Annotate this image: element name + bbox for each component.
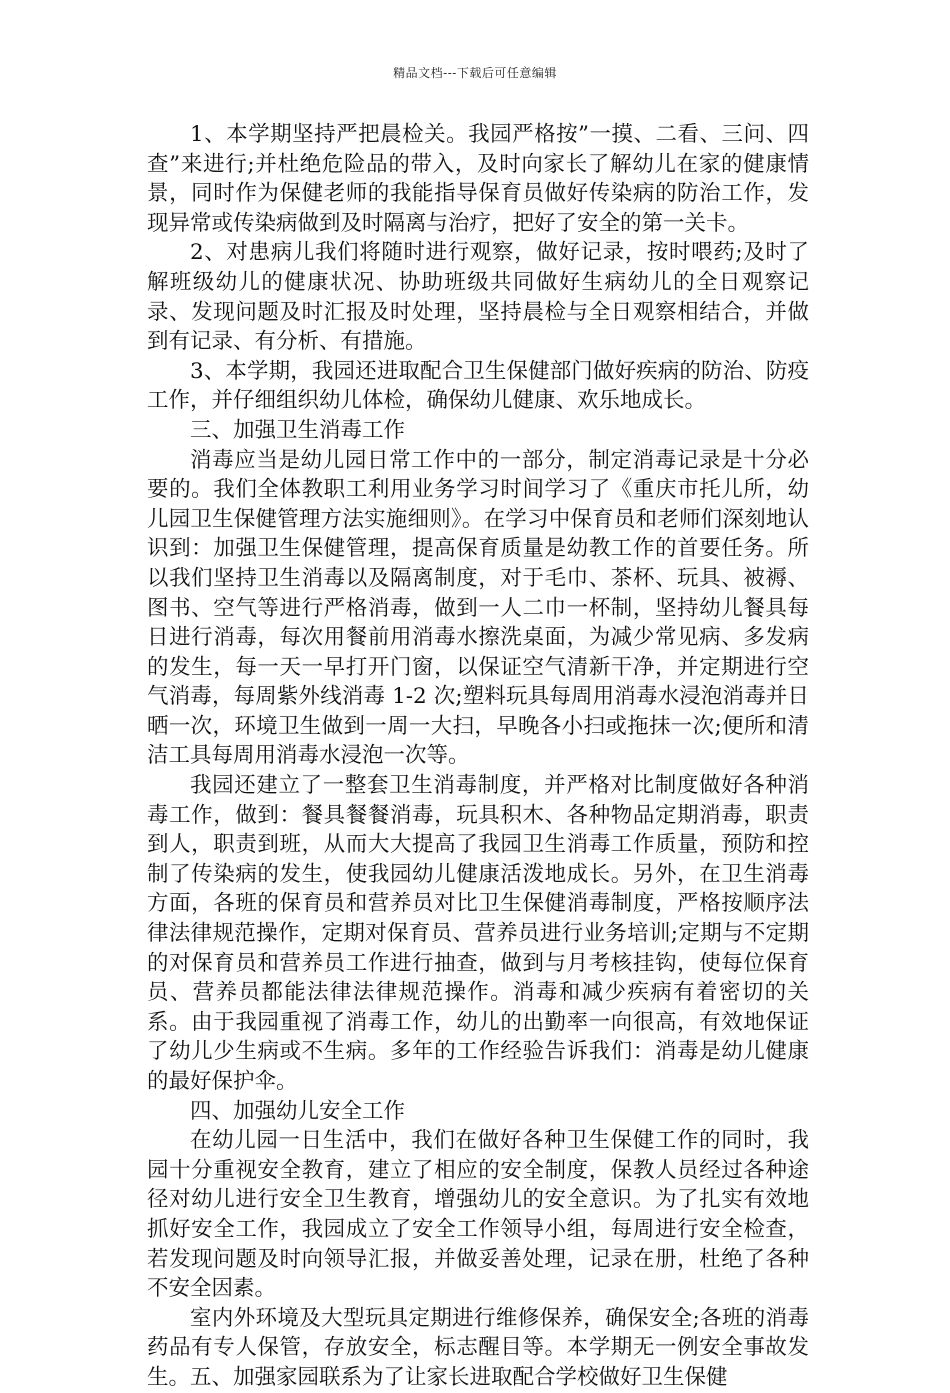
paragraph-disease-prevention: 3、本学期，我园还进取配合卫生保健部门做好疾病的防治、防疫工作，并仔细组织幼儿体检，确保幼儿健康、欢乐地成长。: [147, 358, 809, 414]
paragraph-sick-children: 2、对患病儿我们将随时进行观察，做好记录，按时喂药;及时了解班级幼儿的健康状况、协助班级共同做好生病幼儿的全日观察记录、发现问题及时汇报及时处理，坚持晨检与全日观察相结合，并做到有记录、有分析、有措施。: [147, 240, 809, 355]
paragraph-morning-check: 1、本学期坚持严把晨检关。我园严格按”一摸、二看、三问、四查”来进行;并杜绝危险品的带入，及时向家长了解幼儿在家的健康情景，同时作为保健老师的我能指导保育员做好传染病的防治工作，发现异常或传染病做到及时隔离与治疗，把好了安全的第一关卡。: [147, 122, 809, 236]
page-header: 精品文档---下载后可任意编辑: [393, 66, 557, 80]
section-heading-safety: 四、加强幼儿安全工作: [190, 1098, 406, 1124]
paragraph-disinfection-records: 消毒应当是幼儿园日常工作中的一部分，制定消毒记录是十分必要的。我们全体教职工利用业务学习时间学习了《重庆市托儿所，幼儿园卫生保健管理方法实施细则》。在学习中保育员和老师们深刻地认识到：加强卫生保健管理，提高保育质量是幼教工作的首要任务。所以我们坚持卫生消毒以及隔离制度，对于毛巾、茶杯、玩具、被褥、图书、空气等进行严格消毒，做到一人二巾一杯制，坚持幼儿餐具每日进行消毒，每次用餐前用消毒水擦洗桌面，为减少常见病、多发病的发生，每一天一早打开门窗，以保证空气清新干净，并定期进行空气消毒，每周紫外线消毒 1-2 次;塑料玩具每周用消毒水浸泡消毒并日晒一次，环境卫生做到一周一大扫，早晚各小扫或拖抹一次;便所和清洁工具每周用消毒水浸泡一次等。: [147, 447, 809, 769]
paragraph-disinfection-system: 我园还建立了一整套卫生消毒制度，并严格对比制度做好各种消毒工作，做到：餐具餐餐消毒，玩具积木、各种物品定期消毒，职责到人，职责到班，从而大大提高了我园卫生消毒工作质量，预防和控制了传染病的发生，使我园幼儿健康活泼地成长。另外，在卫生消毒方面，各班的保育员和营养员对比卫生保健消毒制度，严格按顺序法律法律规范操作，定期对保育员、营养员进行业务培训;定期与不定期的对保育员和营养员工作进行抽查，做到与月考核挂钩，使每位保育员、营养员都能法律法律规范操作。消毒和减少疾病有着密切的关系。由于我园重视了消毒工作，幼儿的出勤率一向很高，有效地保证了幼儿少生病或不生病。多年的工作经验告诉我们：消毒是幼儿健康的最好保护伞。: [147, 773, 809, 1094]
document-body: [147, 120, 809, 1393]
paragraph-safety-education: 在幼儿园一日生活中，我们在做好各种卫生保健工作的同时，我园十分重视安全教育，建立了相应的安全制度，保教人员经过各种途径对幼儿进行安全卫生教育，增强幼儿的安全意识。为了扎实有效地抓好安全工作，我园成立了安全工作领导小组，每周进行安全检查，若发现问题及时向领导汇报，并做妥善处理，记录在册，杜绝了各种不安全因素。: [147, 1128, 809, 1302]
paragraph-environment-maintenance: 室内外环境及大型玩具定期进行维修保养，确保安全;各班的消毒药品有专人保管，存放安全，标志醒目等。本学期无一例安全事故发生。五、加强家园联系为了让家长进取配合学校做好卫生保健: [147, 1305, 809, 1390]
section-heading-disinfection: 三、加强卫生消毒工作: [190, 417, 406, 443]
